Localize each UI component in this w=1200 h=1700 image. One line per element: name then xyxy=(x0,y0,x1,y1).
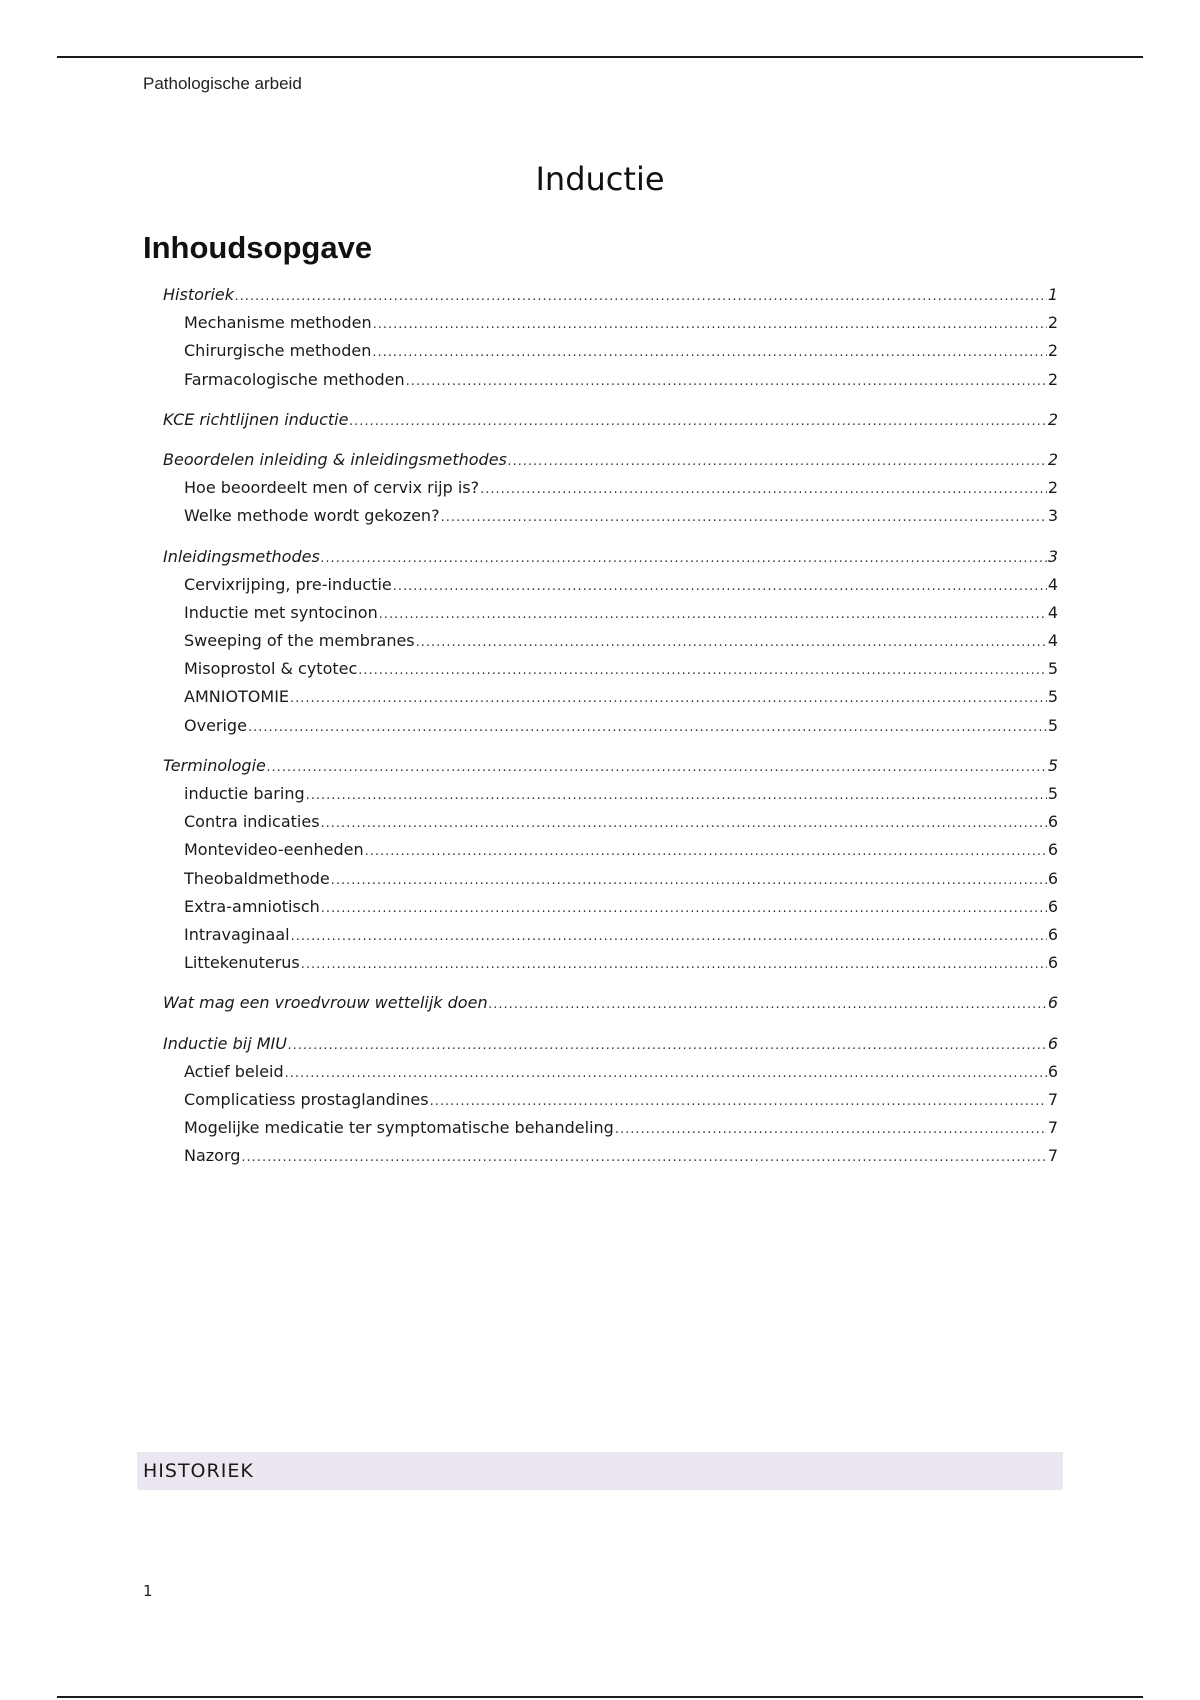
toc-entry-page: 7 xyxy=(1047,1089,1058,1109)
toc-entry-label: Inleidingsmethodes xyxy=(163,546,320,566)
toc-subsection-entry[interactable] xyxy=(163,687,1058,715)
toc-dot-leader xyxy=(489,997,1047,1012)
toc-entry-page: 4 xyxy=(1047,602,1058,622)
toc-entry-label: Nazorg xyxy=(184,1146,241,1166)
toc-entry-page: 4 xyxy=(1047,631,1058,651)
toc-dot-leader xyxy=(321,551,1047,566)
toc-subsection-entry[interactable] xyxy=(163,925,1058,953)
toc-subsection-entry[interactable] xyxy=(163,631,1058,659)
toc-dot-leader xyxy=(393,579,1047,594)
toc-subsection-entry[interactable] xyxy=(163,1146,1058,1174)
toc-entry-page: 6 xyxy=(1047,924,1058,944)
toc-dot-leader xyxy=(379,607,1047,622)
toc-entry-page: 6 xyxy=(1047,1033,1058,1053)
toc-dot-leader xyxy=(241,1150,1046,1165)
toc-subsection-entry[interactable] xyxy=(163,341,1058,369)
toc-entry-label: Littekenuterus xyxy=(184,953,300,973)
toc-entry-label: inductie baring xyxy=(184,784,305,803)
toc-entry-label: Hoe beoordeelt men of cervix rijp is? xyxy=(184,478,480,498)
toc-group xyxy=(163,285,1058,398)
toc-entry-label: Terminologie xyxy=(163,755,266,775)
toc-subsection-entry[interactable] xyxy=(163,478,1058,506)
toc-subsection-entry[interactable] xyxy=(163,659,1058,687)
toc-subsection-entry[interactable] xyxy=(163,575,1058,603)
toc-entry-page: 5 xyxy=(1047,755,1058,775)
toc-entry-label: Welke methode wordt gekozen? xyxy=(184,506,440,526)
toc-group xyxy=(163,993,1058,1021)
toc-entry-page: 4 xyxy=(1047,574,1058,594)
toc-dot-leader xyxy=(321,816,1047,831)
toc-section-entry[interactable] xyxy=(163,285,1058,313)
toc-entry-page: 6 xyxy=(1047,1061,1058,1081)
toc-entry-label: Actief beleid xyxy=(184,1061,284,1081)
section-heading: HISTORIEK xyxy=(143,1460,254,1482)
toc-group xyxy=(163,756,1058,982)
toc-entry-page: 6 xyxy=(1047,840,1058,860)
toc-dot-leader xyxy=(291,929,1047,944)
toc-entry-label: AMNIOTOMIE xyxy=(184,687,290,707)
toc-entry-label: Inductie met syntocinon xyxy=(184,602,378,622)
toc-entry-page: 6 xyxy=(1047,896,1058,916)
toc-entry-page: 7 xyxy=(1047,1146,1058,1166)
toc-section-entry[interactable] xyxy=(163,1034,1058,1062)
toc-entry-page: 5 xyxy=(1047,687,1058,707)
toc-entry-page: 2 xyxy=(1047,478,1058,498)
toc-dot-leader xyxy=(365,844,1047,859)
toc-entry-page: 2 xyxy=(1047,341,1058,361)
toc-dot-leader xyxy=(372,345,1046,360)
toc-entry-page: 5 xyxy=(1047,715,1058,735)
toc-subsection-entry[interactable] xyxy=(163,370,1058,398)
toc-dot-leader xyxy=(349,414,1046,429)
toc-dot-leader xyxy=(235,289,1047,304)
toc-subsection-entry[interactable] xyxy=(163,313,1058,341)
toc-heading: Inhoudsopgave xyxy=(143,230,373,265)
toc-entry-label: Historiek xyxy=(163,285,235,304)
toc-entry-label: Wat mag een vroedvrouw wettelijk doen xyxy=(163,993,488,1013)
toc-entry-page: 6 xyxy=(1047,812,1058,832)
toc-entry-page: 2 xyxy=(1047,409,1058,429)
toc-entry-page: 2 xyxy=(1047,313,1058,333)
toc-dot-leader xyxy=(416,635,1047,650)
toc-entry-label: Mechanisme methoden xyxy=(184,313,372,333)
toc-entry-page: 6 xyxy=(1047,868,1058,888)
toc-dot-leader xyxy=(285,1066,1047,1081)
toc-section-entry[interactable] xyxy=(163,547,1058,575)
toc-entry-page: 2 xyxy=(1047,369,1058,389)
toc-subsection-entry[interactable] xyxy=(163,1062,1058,1090)
toc-subsection-entry[interactable] xyxy=(163,1118,1058,1146)
toc-subsection-entry[interactable] xyxy=(163,840,1058,868)
toc-dot-leader xyxy=(288,1038,1047,1053)
document-title: Inductie xyxy=(535,160,665,198)
toc-entry-label: Cervixrijping, pre-inductie xyxy=(184,574,392,594)
toc-entry-page: 6 xyxy=(1047,993,1058,1013)
toc-section-entry[interactable] xyxy=(163,450,1058,478)
toc-entry-label: Chirurgische methoden xyxy=(184,341,372,361)
toc-dot-leader xyxy=(267,760,1047,775)
toc-entry-page: 2 xyxy=(1047,449,1058,469)
toc-subsection-entry[interactable] xyxy=(163,716,1058,744)
toc-dot-leader xyxy=(508,454,1047,469)
header-rule xyxy=(57,56,1143,58)
toc-dot-leader xyxy=(430,1094,1047,1109)
toc-entry-label: Mogelijke medicatie ter symptomatische behandeling xyxy=(184,1118,614,1138)
toc-entry-label: Extra-amniotisch xyxy=(184,896,320,916)
toc-group xyxy=(163,410,1058,438)
toc-entry-label: Montevideo-eenheden xyxy=(184,840,364,860)
toc-section-entry[interactable] xyxy=(163,993,1058,1021)
toc-section-entry[interactable] xyxy=(163,756,1058,784)
toc-entry-label: KCE richtlijnen inductie xyxy=(163,409,349,429)
toc-dot-leader xyxy=(480,482,1047,497)
toc-group xyxy=(163,547,1058,744)
toc-entry-page: 1 xyxy=(1047,285,1058,304)
toc-subsection-entry[interactable] xyxy=(163,812,1058,840)
table-of-contents xyxy=(163,285,1058,1186)
toc-subsection-entry[interactable] xyxy=(163,953,1058,981)
toc-dot-leader xyxy=(301,957,1047,972)
toc-subsection-entry[interactable] xyxy=(163,506,1058,534)
toc-dot-leader xyxy=(358,663,1047,678)
footer-rule xyxy=(57,1696,1143,1698)
toc-subsection-entry[interactable] xyxy=(163,869,1058,897)
toc-entry-page: 7 xyxy=(1047,1118,1058,1138)
toc-dot-leader xyxy=(373,317,1047,332)
toc-subsection-entry[interactable] xyxy=(163,784,1058,812)
toc-subsection-entry[interactable] xyxy=(163,603,1058,631)
toc-entry-label: Complicatiess prostaglandines xyxy=(184,1089,429,1109)
toc-dot-leader xyxy=(441,510,1047,525)
toc-entry-page: 5 xyxy=(1047,659,1058,679)
page-number: 1 xyxy=(143,1582,153,1600)
toc-entry-page: 3 xyxy=(1047,506,1058,526)
toc-group xyxy=(163,1034,1058,1175)
toc-entry-label: Sweeping of the membranes xyxy=(184,631,415,651)
toc-entry-label: Overige xyxy=(184,715,247,735)
toc-entry-label: Inductie bij MIU xyxy=(163,1033,287,1053)
toc-entry-label: Contra indicaties xyxy=(184,812,320,832)
running-header: Pathologische arbeid xyxy=(143,74,302,93)
toc-dot-leader xyxy=(290,691,1047,706)
toc-entry-page: 3 xyxy=(1047,546,1058,566)
toc-dot-leader xyxy=(306,788,1047,803)
toc-dot-leader xyxy=(615,1122,1047,1137)
toc-subsection-entry[interactable] xyxy=(163,897,1058,925)
toc-subsection-entry[interactable] xyxy=(163,1090,1058,1118)
toc-group xyxy=(163,450,1058,535)
toc-entry-page: 6 xyxy=(1047,953,1058,973)
toc-entry-label: Beoordelen inleiding & inleidingsmethodes xyxy=(163,449,507,469)
toc-dot-leader xyxy=(331,873,1047,888)
toc-dot-leader xyxy=(248,720,1047,735)
toc-entry-page: 5 xyxy=(1047,784,1058,803)
toc-dot-leader xyxy=(406,374,1047,389)
toc-entry-label: Theobaldmethode xyxy=(184,868,330,888)
section-heading-band xyxy=(137,1452,1063,1490)
toc-entry-label: Misoprostol & cytotec xyxy=(184,659,358,679)
toc-dot-leader xyxy=(321,901,1047,916)
toc-entry-label: Intravaginaal xyxy=(184,924,290,944)
toc-section-entry[interactable] xyxy=(163,410,1058,438)
toc-entry-label: Farmacologische methoden xyxy=(184,369,405,389)
